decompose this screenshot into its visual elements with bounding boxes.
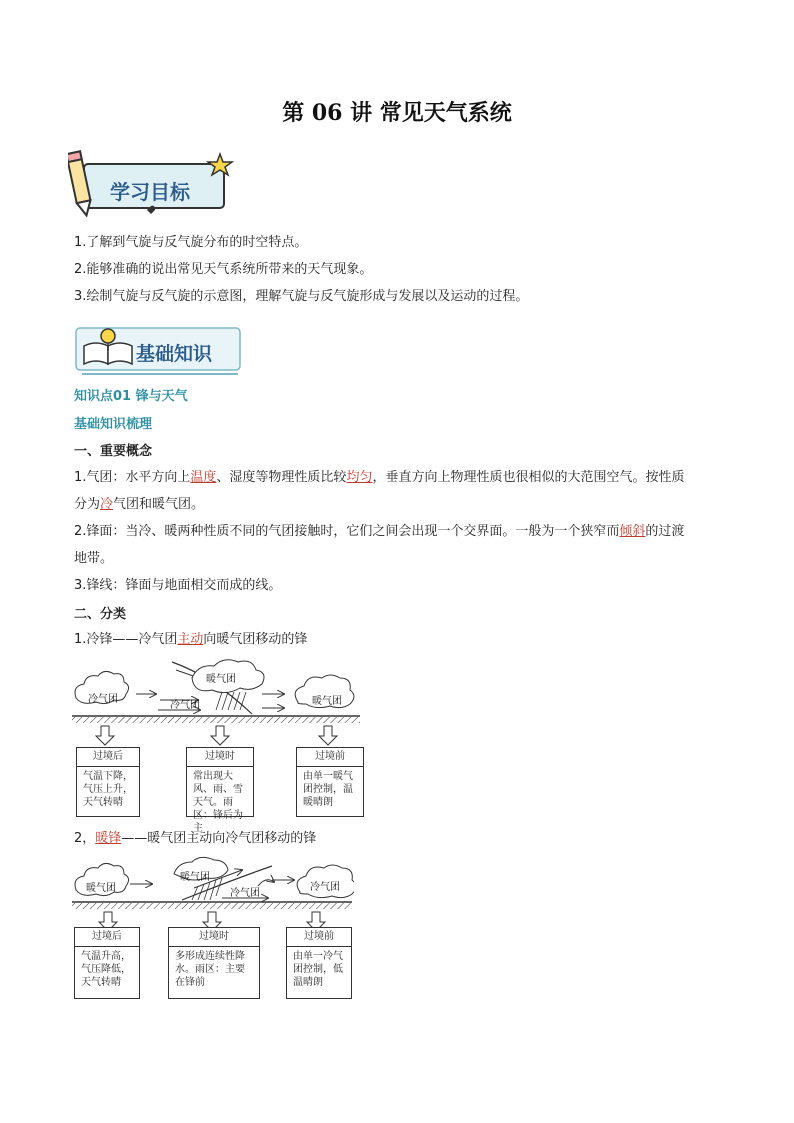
warm-mass-upper-label: 暖气团	[206, 674, 236, 685]
warm-front-diagram	[72, 856, 354, 1002]
goal-item: 2.能够准确的说出常见天气系统所带来的天气现象。	[74, 262, 373, 277]
warm-after-box: 过境后 气温升高，气压降低，天气转晴	[74, 927, 140, 999]
concept-front-line: 3.锋线：锋面与地面相交而成的线。	[74, 578, 282, 593]
warm-during-box: 过境时 多形成连续性降水。雨区：主要在锋前	[168, 927, 260, 999]
concept-front-surface-cont: 地带。	[74, 551, 114, 566]
page-title: 第 06 讲 常见天气系统	[282, 100, 512, 126]
cold-mass-wedge-label: 冷气团	[170, 700, 200, 711]
underlined-term: 温度	[190, 470, 217, 485]
cold-before-box: 过境前 由单一暖气团控制，温暖晴朗	[296, 747, 364, 817]
heading-classification: 二、分类	[74, 607, 127, 622]
warm-mass-label: 暖气团	[86, 883, 116, 894]
basics-badge-text: 基础知识	[136, 343, 213, 365]
underlined-term: 暖锋	[95, 831, 122, 846]
concept-front-surface: 2.锋面：当冷、暖两种性质不同的气团接触时，它们之间会出现一个交界面。一般为一个狭窄而倾斜的过渡	[74, 524, 685, 539]
warm-before-box: 过境前 由单一冷气团控制，低温晴朗	[286, 927, 352, 999]
goals-badge-text: 学习目标	[110, 180, 190, 204]
warm-front-title: 2，暖锋——暖气团主动向冷气团移动的锋	[74, 831, 317, 846]
goal-item: 1.了解到气旋与反气旋分布的时空特点。	[74, 235, 308, 250]
basics-badge	[74, 324, 244, 376]
underlined-term: 倾斜	[619, 524, 646, 539]
cold-front-title: 1.冷锋——冷气团主动向暖气团移动的锋	[74, 632, 308, 647]
cold-after-box: 过境后 气温下降，气压上升，天气转晴	[76, 747, 140, 817]
sub-title: 基础知识梳理	[74, 417, 153, 432]
warm-mass-inner-label: 暖气团	[180, 872, 210, 883]
goal-item: 3.绘制气旋与反气旋的示意图，理解气旋与反气旋形成与发展以及运动的过程。	[74, 289, 529, 304]
concept-airmass: 1.气团：水平方向上温度、湿度等物理性质比较均匀，垂直方向上物理性质也很相似的大范围空气。按性质	[74, 470, 685, 485]
warm-mass-right-label: 暖气团	[312, 696, 342, 707]
cold-front-diagram	[72, 656, 368, 834]
heading-concepts: 一、重要概念	[74, 444, 153, 459]
goals-badge	[68, 148, 238, 222]
cold-during-box: 过境时 常出现大风、雨、雪天气。雨区：锋后为主	[186, 747, 254, 817]
underlined-term: 冷	[100, 497, 114, 512]
underlined-term: 均匀	[346, 470, 373, 485]
cold-mass-inner-label: 冷气团	[230, 888, 260, 899]
cold-mass-right-label: 冷气团	[310, 882, 340, 893]
knowledge-point-title: 知识点01 锋与天气	[74, 389, 188, 404]
concept-airmass-cont: 分为冷气团和暖气团。	[74, 497, 205, 512]
cold-mass-label: 冷气团	[88, 694, 118, 705]
underlined-term: 主动	[177, 632, 204, 647]
